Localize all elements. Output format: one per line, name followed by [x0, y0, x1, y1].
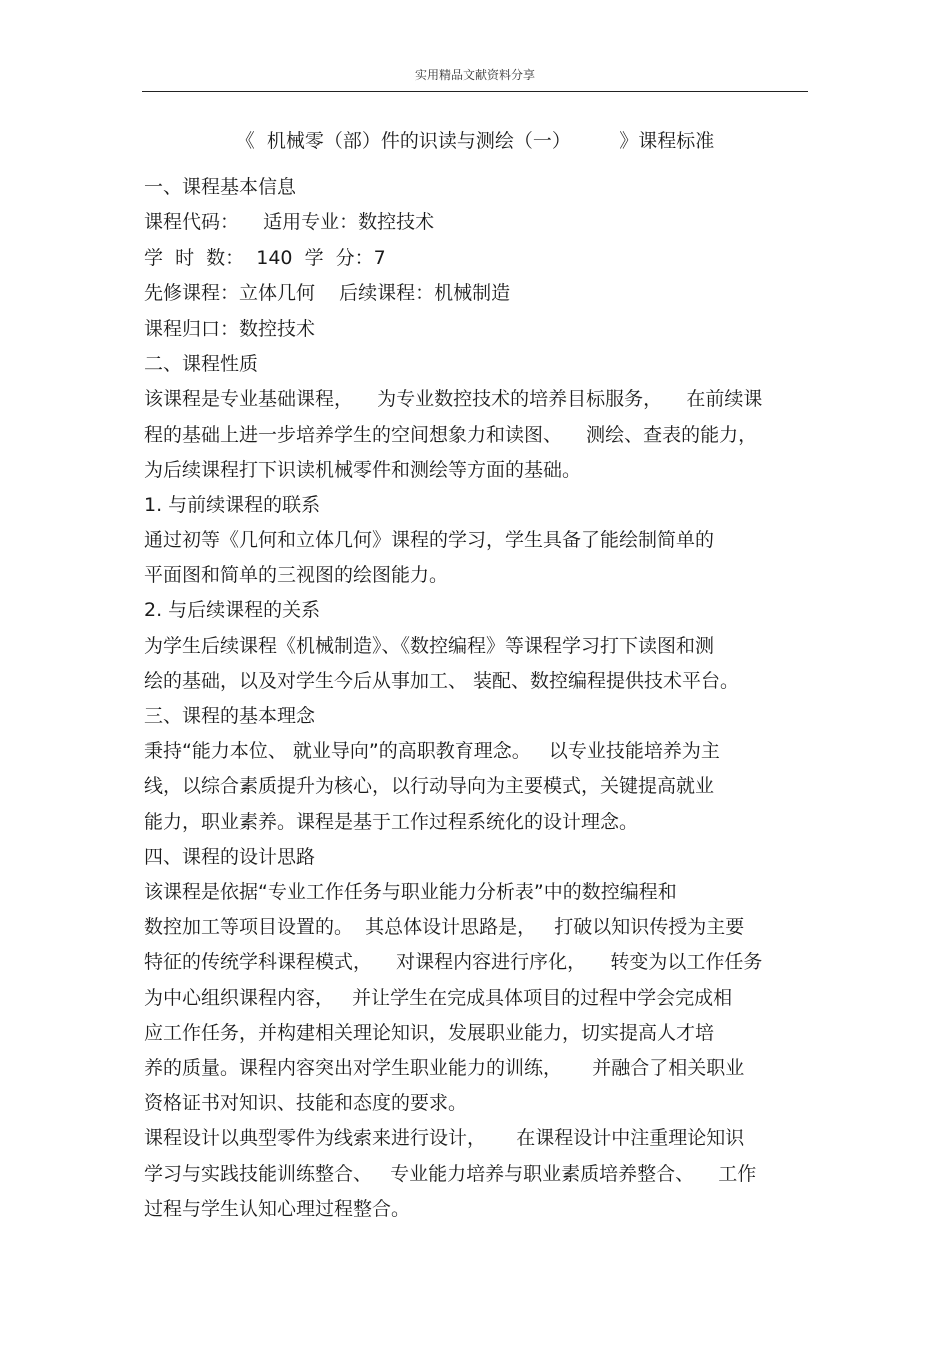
paragraph-line: 数控加工等项目设置的。 其总体设计思路是， 打破以知识传授为主要 — [144, 916, 745, 938]
document-title: 《 机械零（部）件的识读与测绘（一） 》课程标准 — [235, 130, 715, 152]
section-heading-nature: 二、课程性质 — [144, 353, 259, 375]
paragraph-line: 秉持“能力本位、 就业导向”的高职教育理念。 以专业技能培养为主 — [144, 740, 720, 762]
info-course-department: 课程归口：数控技术 — [144, 318, 316, 340]
header-divider — [142, 91, 808, 92]
paragraph-line: 该课程是依据“专业工作任务与职业能力分析表”中的数控编程和 — [144, 881, 677, 903]
paragraph-line: 程的基础上进一步培养学生的空间想象力和读图、 测绘、查表的能力， — [144, 424, 758, 446]
page-header: 实用精品文献资料分享 — [414, 68, 535, 82]
paragraph-line: 能力，职业素养。课程是基于工作过程系统化的设计理念。 — [144, 811, 639, 833]
paragraph-line: 为中心组织课程内容， 并让学生在完成具体项目的过程中学会完成相 — [144, 987, 733, 1009]
paragraph-line: 平面图和简单的三视图的绘图能力。 — [144, 564, 449, 586]
paragraph-line: 课程设计以典型零件为线索来进行设计， 在课程设计中注重理论知识 — [144, 1127, 745, 1149]
paragraph-line: 为学生后续课程《机械制造》、《数控编程》等课程学习打下读图和测 — [144, 635, 715, 657]
paragraph-line: 应工作任务，并构建相关理论知识，发展职业能力，切实提高人才培 — [144, 1022, 715, 1044]
section-heading-philosophy: 三、课程的基本理念 — [144, 705, 316, 727]
paragraph-line: 通过初等《几何和立体几何》课程的学习，学生具备了能绘制简单的 — [144, 529, 715, 551]
paragraph-line: 绘的基础，以及对学生今后从事加工、 装配、数控编程提供技术平台。 — [144, 670, 740, 692]
paragraph-line: 线，以综合素质提升为核心，以行动导向为主要模式，关键提高就业 — [144, 775, 715, 797]
section-heading-basic-info: 一、课程基本信息 — [144, 176, 297, 198]
section-heading-design: 四、课程的设计思路 — [144, 846, 316, 868]
paragraph-line: 资格证书对知识、技能和态度的要求。 — [144, 1092, 468, 1114]
info-hours-credits: 学 时 数： 140 学 分：7 — [144, 247, 386, 269]
paragraph-line: 养的质量。课程内容突出对学生职业能力的训练， 并融合了相关职业 — [144, 1057, 745, 1079]
subheading-prior-courses: 1. 与前续课程的联系 — [144, 494, 321, 516]
info-prerequisite-courses: 先修课程：立体几何 后续课程：机械制造 — [144, 282, 511, 304]
subheading-later-courses: 2. 与后续课程的关系 — [144, 599, 321, 621]
paragraph-line: 该课程是专业基础课程， 为专业数控技术的培养目标服务， 在前续课 — [144, 388, 763, 410]
info-course-code: 课程代码： 适用专业：数控技术 — [144, 211, 435, 233]
paragraph-line: 学习与实践技能训练整合、 专业能力培养与职业素质培养整合、 工作 — [144, 1163, 757, 1185]
paragraph-line: 过程与学生认知心理过程整合。 — [144, 1198, 411, 1220]
paragraph-line: 为后续课程打下识读机械零件和测绘等方面的基础。 — [144, 459, 582, 481]
paragraph-line: 特征的传统学科课程模式， 对课程内容进行序化， 转变为以工作任务 — [144, 951, 763, 973]
